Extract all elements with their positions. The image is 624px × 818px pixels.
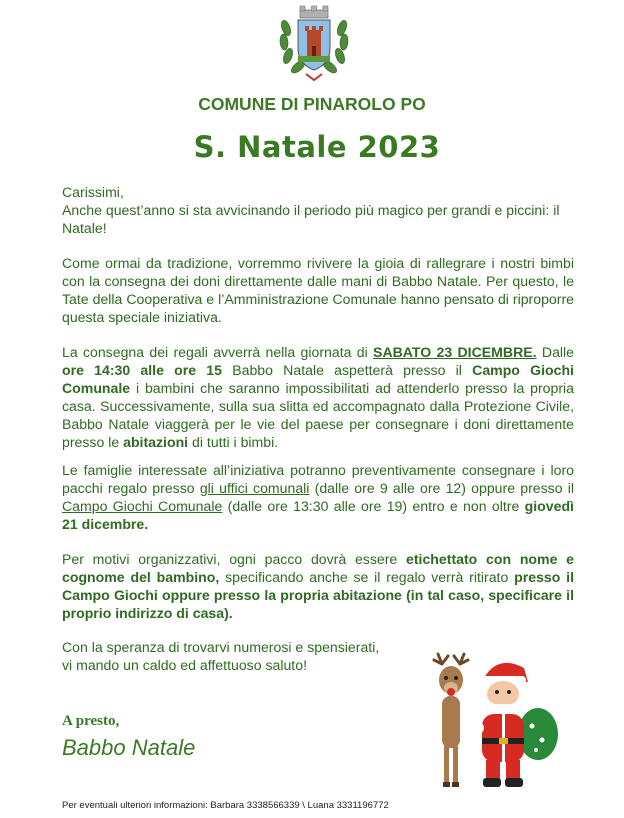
intro-text: Anche quest’anno si sta avvicinando il periodo più magico per grandi e piccini: il Natale!	[62, 202, 560, 236]
labels-bold-2: presso il Campo Giochi oppure presso la propria abitazione (in tal caso, specificare il proprio indirizzo di casa).	[62, 569, 575, 621]
deadline: giovedì 21 dicembre.	[62, 498, 574, 532]
families-paragraph	[62, 461, 574, 533]
municipality-name: COMUNE DI PINAROLO PO	[198, 94, 426, 114]
delivery-text: La consegna dei regali avverrà nella giornata di	[62, 344, 374, 360]
families-text: Le famiglie interessate all’iniziativa potranno preventivamente consegnare i loro pacchi regalo presso	[62, 462, 574, 496]
page-title: S. Natale 2023	[193, 130, 441, 164]
greeting: Carissimi,	[62, 184, 124, 200]
sign-off: A presto,	[62, 713, 120, 729]
delivery-place: Campo Giochi Comunale	[62, 362, 574, 396]
delivery-paragraph	[62, 343, 574, 451]
reindeer-icon	[434, 654, 468, 787]
tradition-paragraph	[62, 254, 574, 326]
offices-link-text: gli uffici comunali	[199, 480, 310, 496]
closing-line-1: Con la speranza di trovarvi numerosi e spensierati,	[62, 639, 380, 655]
delivery-text: Dalle	[541, 344, 575, 360]
families-text: (dalle ore 9 alle ore 12) oppure presso il	[309, 480, 574, 496]
delivery-hours: ore 14:30 alle ore 15	[62, 362, 222, 378]
labels-bold-1: etichettato con nome e cognome del bambino,	[62, 551, 574, 585]
labels-paragraph	[62, 550, 574, 622]
delivery-text: Babbo Natale aspetterà presso il	[221, 362, 473, 378]
coat-of-arms-icon	[276, 4, 352, 82]
contact-info: Per eventuali ulteriori informazioni: Barbara 3338566339 \ Luana 3331196772	[62, 800, 389, 811]
delivery-text: i bambini che saranno impossibilitati ad attenderlo presso la propria casa. Successivamente, sulla sua slitta ed accompagnato dalla Protezione Civile, Babbo Natale viaggerà per le vie del paese per consegnare i doni direttamente presso le	[62, 380, 574, 450]
santa-reindeer-illustration-icon	[428, 652, 560, 790]
signature: Babbo Natale	[62, 735, 196, 760]
delivery-text: di tutti i bimbi.	[188, 434, 279, 450]
closing-line-2: vi mando un caldo ed affettuoso saluto!	[62, 657, 307, 673]
delivery-date: SABATO 23 DICEMBRE.	[373, 344, 537, 360]
families-text: (dalle ore 13:30 alle ore 19) entro e non oltre	[222, 498, 525, 514]
tradition-text: Come ormai da tradizione, vorremmo rivivere la gioia di rallegrare i nostri bimbi con la consegna dei doni direttamente dalle mani di Babbo Natale. Per questo, le Tate della Cooperativa e l’Amministrazione Comunale hanno pensato di riproporre questa speciale iniziativa.	[62, 255, 574, 325]
labels-text: Per motivi organizzativi, ogni pacco dovrà essere	[62, 551, 407, 567]
labels-text: specificando anche se il regalo verrà ritirato	[219, 569, 515, 585]
delivery-homes: abitazioni	[123, 434, 189, 450]
playground-link-text: Campo Giochi Comunale	[62, 498, 223, 514]
greeting-paragraph	[62, 183, 574, 237]
